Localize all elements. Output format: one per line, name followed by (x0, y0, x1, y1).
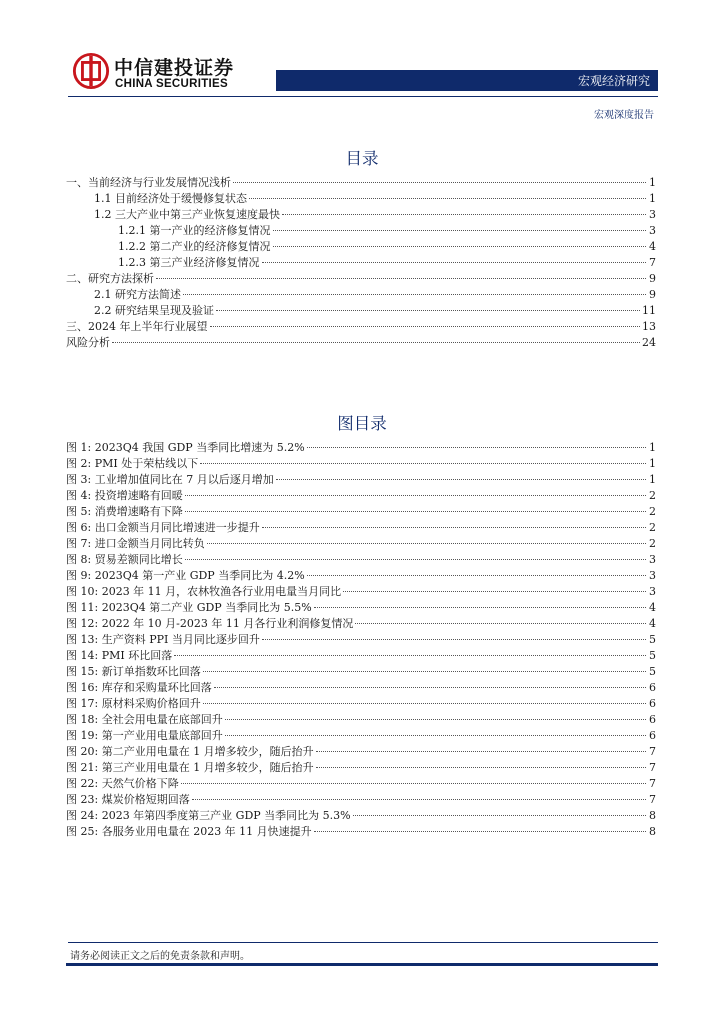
figure-entry[interactable] (66, 584, 656, 600)
toc-entry[interactable] (66, 175, 656, 191)
figure-entry[interactable] (66, 568, 656, 584)
toc-entry-page: 1 (649, 192, 656, 205)
dot-leader (314, 607, 646, 608)
figure-entry-label: 图 1: 2023Q4 我国 GDP 当季同比增速为 5.2% (66, 441, 305, 454)
figure-entry-label: 图 24: 2023 年第四季度第三产业 GDP 当季同比为 5.3% (66, 809, 351, 822)
figure-entry[interactable] (66, 808, 656, 824)
figure-entry-page: 8 (649, 809, 656, 822)
toc-entry-label: 一、当前经济与行业发展情况浅析 (66, 176, 231, 189)
dot-leader (262, 639, 646, 640)
dot-leader (185, 559, 646, 560)
toc-entry-label: 1.2.3 第三产业经济修复情况 (118, 256, 260, 269)
list-of-figures (66, 440, 656, 840)
figure-entry[interactable] (66, 776, 656, 792)
figure-entry-page: 6 (649, 713, 656, 726)
figure-entry[interactable] (66, 440, 656, 456)
dot-leader (214, 687, 646, 688)
toc-entry-page: 9 (649, 288, 656, 301)
citic-logo-icon (72, 52, 110, 90)
toc-entry[interactable] (66, 303, 656, 319)
toc-entry-page: 13 (642, 320, 656, 333)
figure-entry-page: 2 (649, 521, 656, 534)
toc-entry[interactable] (66, 207, 656, 223)
toc-entry-label: 2.1 研究方法简述 (94, 288, 181, 301)
figure-entry-page: 7 (649, 761, 656, 774)
dot-leader (316, 751, 646, 752)
company-logo (72, 50, 235, 94)
figure-entry[interactable] (66, 552, 656, 568)
dot-leader (307, 447, 646, 448)
dot-leader (262, 262, 647, 263)
toc-entry-page: 24 (642, 336, 656, 349)
toc-entry-label: 1.2 三大产业中第三产业恢复速度最快 (94, 208, 280, 221)
figure-entry-label: 图 22: 天然气价格下降 (66, 777, 179, 790)
figure-entry-label: 图 13: 生产资料 PPI 当月同比逐步回升 (66, 633, 260, 646)
dot-leader (316, 767, 646, 768)
figure-entry-label: 图 17: 原材料采购价格回升 (66, 697, 201, 710)
figure-entry-label: 图 2: PMI 处于荣枯线以下 (66, 457, 199, 470)
toc-entry-label: 1.1 目前经济处于缓慢修复状态 (94, 192, 247, 205)
brand-name-en: CHINA SECURITIES (115, 78, 228, 90)
dot-leader (249, 198, 646, 199)
figure-entry[interactable] (66, 488, 656, 504)
toc-entry-page: 3 (649, 208, 656, 221)
dot-leader (216, 310, 640, 311)
figure-entry-label: 图 15: 新订单指数环比回落 (66, 665, 201, 678)
figure-entry-page: 1 (649, 457, 656, 470)
figure-entry-page: 5 (649, 649, 656, 662)
figure-entry[interactable] (66, 520, 656, 536)
footer-divider (68, 942, 658, 943)
dot-leader (225, 735, 646, 736)
dot-leader (181, 783, 646, 784)
toc-entry[interactable] (66, 271, 656, 287)
figure-entry-page: 2 (649, 505, 656, 518)
figure-entry-page: 2 (649, 489, 656, 502)
dot-leader (355, 623, 646, 624)
toc-entry-page: 9 (649, 272, 656, 285)
figure-entry-page: 1 (649, 473, 656, 486)
figure-entry[interactable] (66, 680, 656, 696)
figures-title: 图目录 (337, 414, 387, 433)
figure-entry-label: 图 19: 第一产业用电量底部回升 (66, 729, 223, 742)
dot-leader (273, 230, 647, 231)
dot-leader (156, 278, 646, 279)
figure-entry-page: 5 (649, 665, 656, 678)
figure-entry[interactable] (66, 712, 656, 728)
figure-entry[interactable] (66, 456, 656, 472)
table-of-contents (66, 175, 656, 351)
figure-entry-page: 3 (649, 569, 656, 582)
dot-leader (273, 246, 647, 247)
dot-leader (343, 591, 646, 592)
figure-entry-label: 图 4: 投资增速略有回暖 (66, 489, 183, 502)
figure-entry-page: 4 (649, 601, 656, 614)
report-category: 宏观经济研究 (577, 74, 650, 88)
figure-entry[interactable] (66, 760, 656, 776)
dot-leader (207, 543, 646, 544)
figure-entry-label: 图 14: PMI 环比回落 (66, 649, 173, 662)
toc-entry-label: 1.2.1 第一产业的经济修复情况 (118, 224, 271, 237)
figure-entry[interactable] (66, 600, 656, 616)
figure-entry-page: 1 (649, 441, 656, 454)
figure-entry-label: 图 18: 全社会用电量在底部回升 (66, 713, 223, 726)
figure-entry[interactable] (66, 728, 656, 744)
dot-leader (225, 719, 646, 720)
toc-title: 目录 (345, 149, 379, 168)
figure-entry-page: 7 (649, 745, 656, 758)
figure-entry[interactable] (66, 472, 656, 488)
figure-entry[interactable] (66, 824, 656, 840)
figure-entry[interactable] (66, 696, 656, 712)
toc-entry[interactable] (66, 191, 656, 207)
figure-entry-label: 图 16: 库存和采购量环比回落 (66, 681, 212, 694)
figure-entry[interactable] (66, 504, 656, 520)
toc-entry-page: 7 (649, 256, 656, 269)
figure-entry-page: 6 (649, 697, 656, 710)
figure-entry-label: 图 25: 各服务业用电量在 2023 年 11 月快速提升 (66, 825, 312, 838)
toc-entry-page: 4 (649, 240, 656, 253)
figure-entry[interactable] (66, 632, 656, 648)
dot-leader (307, 575, 646, 576)
disclaimer-text: 请务必阅读正文之后的免责条款和声明。 (70, 951, 250, 962)
toc-entry-label: 2.2 研究结果呈现及验证 (94, 304, 214, 317)
toc-entry[interactable] (66, 223, 656, 239)
figure-entry-label: 图 3: 工业增加值同比在 7 月以后逐月增加 (66, 473, 274, 486)
dot-leader (200, 463, 646, 464)
toc-entry[interactable] (66, 335, 656, 351)
figure-entry-label: 图 7: 进口金额当月同比转负 (66, 537, 205, 550)
dot-leader (353, 815, 646, 816)
toc-entry-label: 二、研究方法探析 (66, 272, 154, 285)
toc-entry-page: 3 (649, 224, 656, 237)
dot-leader (185, 511, 646, 512)
toc-entry-page: 11 (642, 304, 656, 317)
header-category-bar (276, 70, 658, 91)
figure-entry-label: 图 20: 第二产业用电量在 1 月增多较少，随后抬升 (66, 745, 314, 758)
toc-entry[interactable] (66, 287, 656, 303)
figure-entry-label: 图 9: 2023Q4 第一产业 GDP 当季同比为 4.2% (66, 569, 305, 582)
figure-entry-page: 7 (649, 777, 656, 790)
figure-entry-label: 图 10: 2023 年 11 月，农林牧渔各行业用电量当月同比 (66, 585, 342, 598)
toc-entry-page: 1 (649, 176, 656, 189)
dot-leader (185, 495, 646, 496)
figure-entry[interactable] (66, 648, 656, 664)
figure-entry-page: 3 (649, 553, 656, 566)
header-divider (68, 96, 658, 97)
figure-entry[interactable] (66, 792, 656, 808)
dot-leader (233, 182, 646, 183)
figure-entry-page: 3 (649, 585, 656, 598)
dot-leader (203, 703, 646, 704)
dot-leader (276, 479, 646, 480)
dot-leader (282, 214, 646, 215)
dot-leader (203, 671, 646, 672)
toc-entry[interactable] (66, 255, 656, 271)
toc-entry-label: 三、2024 年上半年行业展望 (66, 320, 208, 333)
dot-leader (210, 326, 641, 327)
toc-entry[interactable] (66, 319, 656, 335)
toc-entry-label: 风险分析 (66, 336, 110, 349)
figure-entry[interactable] (66, 664, 656, 680)
figure-entry-page: 8 (649, 825, 656, 838)
dot-leader (262, 527, 646, 528)
figure-entry[interactable] (66, 536, 656, 552)
figure-entry[interactable] (66, 744, 656, 760)
brand-name-cn: 中信建投证券 (114, 57, 235, 79)
figure-entry-label: 图 23: 煤炭价格短期回落 (66, 793, 190, 806)
figure-entry-page: 4 (649, 617, 656, 630)
figure-entry-label: 图 6: 出口金额当月同比增速进一步提升 (66, 521, 260, 534)
figure-entry-page: 5 (649, 633, 656, 646)
figure-entry-page: 7 (649, 793, 656, 806)
toc-entry-label: 1.2.2 第二产业的经济修复情况 (118, 240, 271, 253)
figure-entry-page: 6 (649, 729, 656, 742)
figure-entry-label: 图 11: 2023Q4 第二产业 GDP 当季同比为 5.5% (66, 601, 312, 614)
figure-entry-label: 图 5: 消费增速略有下降 (66, 505, 183, 518)
toc-entry[interactable] (66, 239, 656, 255)
report-type: 宏观深度报告 (594, 110, 654, 121)
dot-leader (174, 655, 646, 656)
footer-bar (66, 963, 658, 966)
figure-entry-page: 2 (649, 537, 656, 550)
dot-leader (192, 799, 646, 800)
figure-entry-page: 6 (649, 681, 656, 694)
figure-entry-label: 图 12: 2022 年 10 月-2023 年 11 月各行业利润修复情况 (66, 617, 354, 630)
dot-leader (183, 294, 646, 295)
figure-entry-label: 图 21: 第三产业用电量在 1 月增多较少，随后抬升 (66, 761, 314, 774)
figure-entry[interactable] (66, 616, 656, 632)
dot-leader (112, 342, 640, 343)
figure-entry-label: 图 8: 贸易差额同比增长 (66, 553, 183, 566)
dot-leader (314, 831, 646, 832)
